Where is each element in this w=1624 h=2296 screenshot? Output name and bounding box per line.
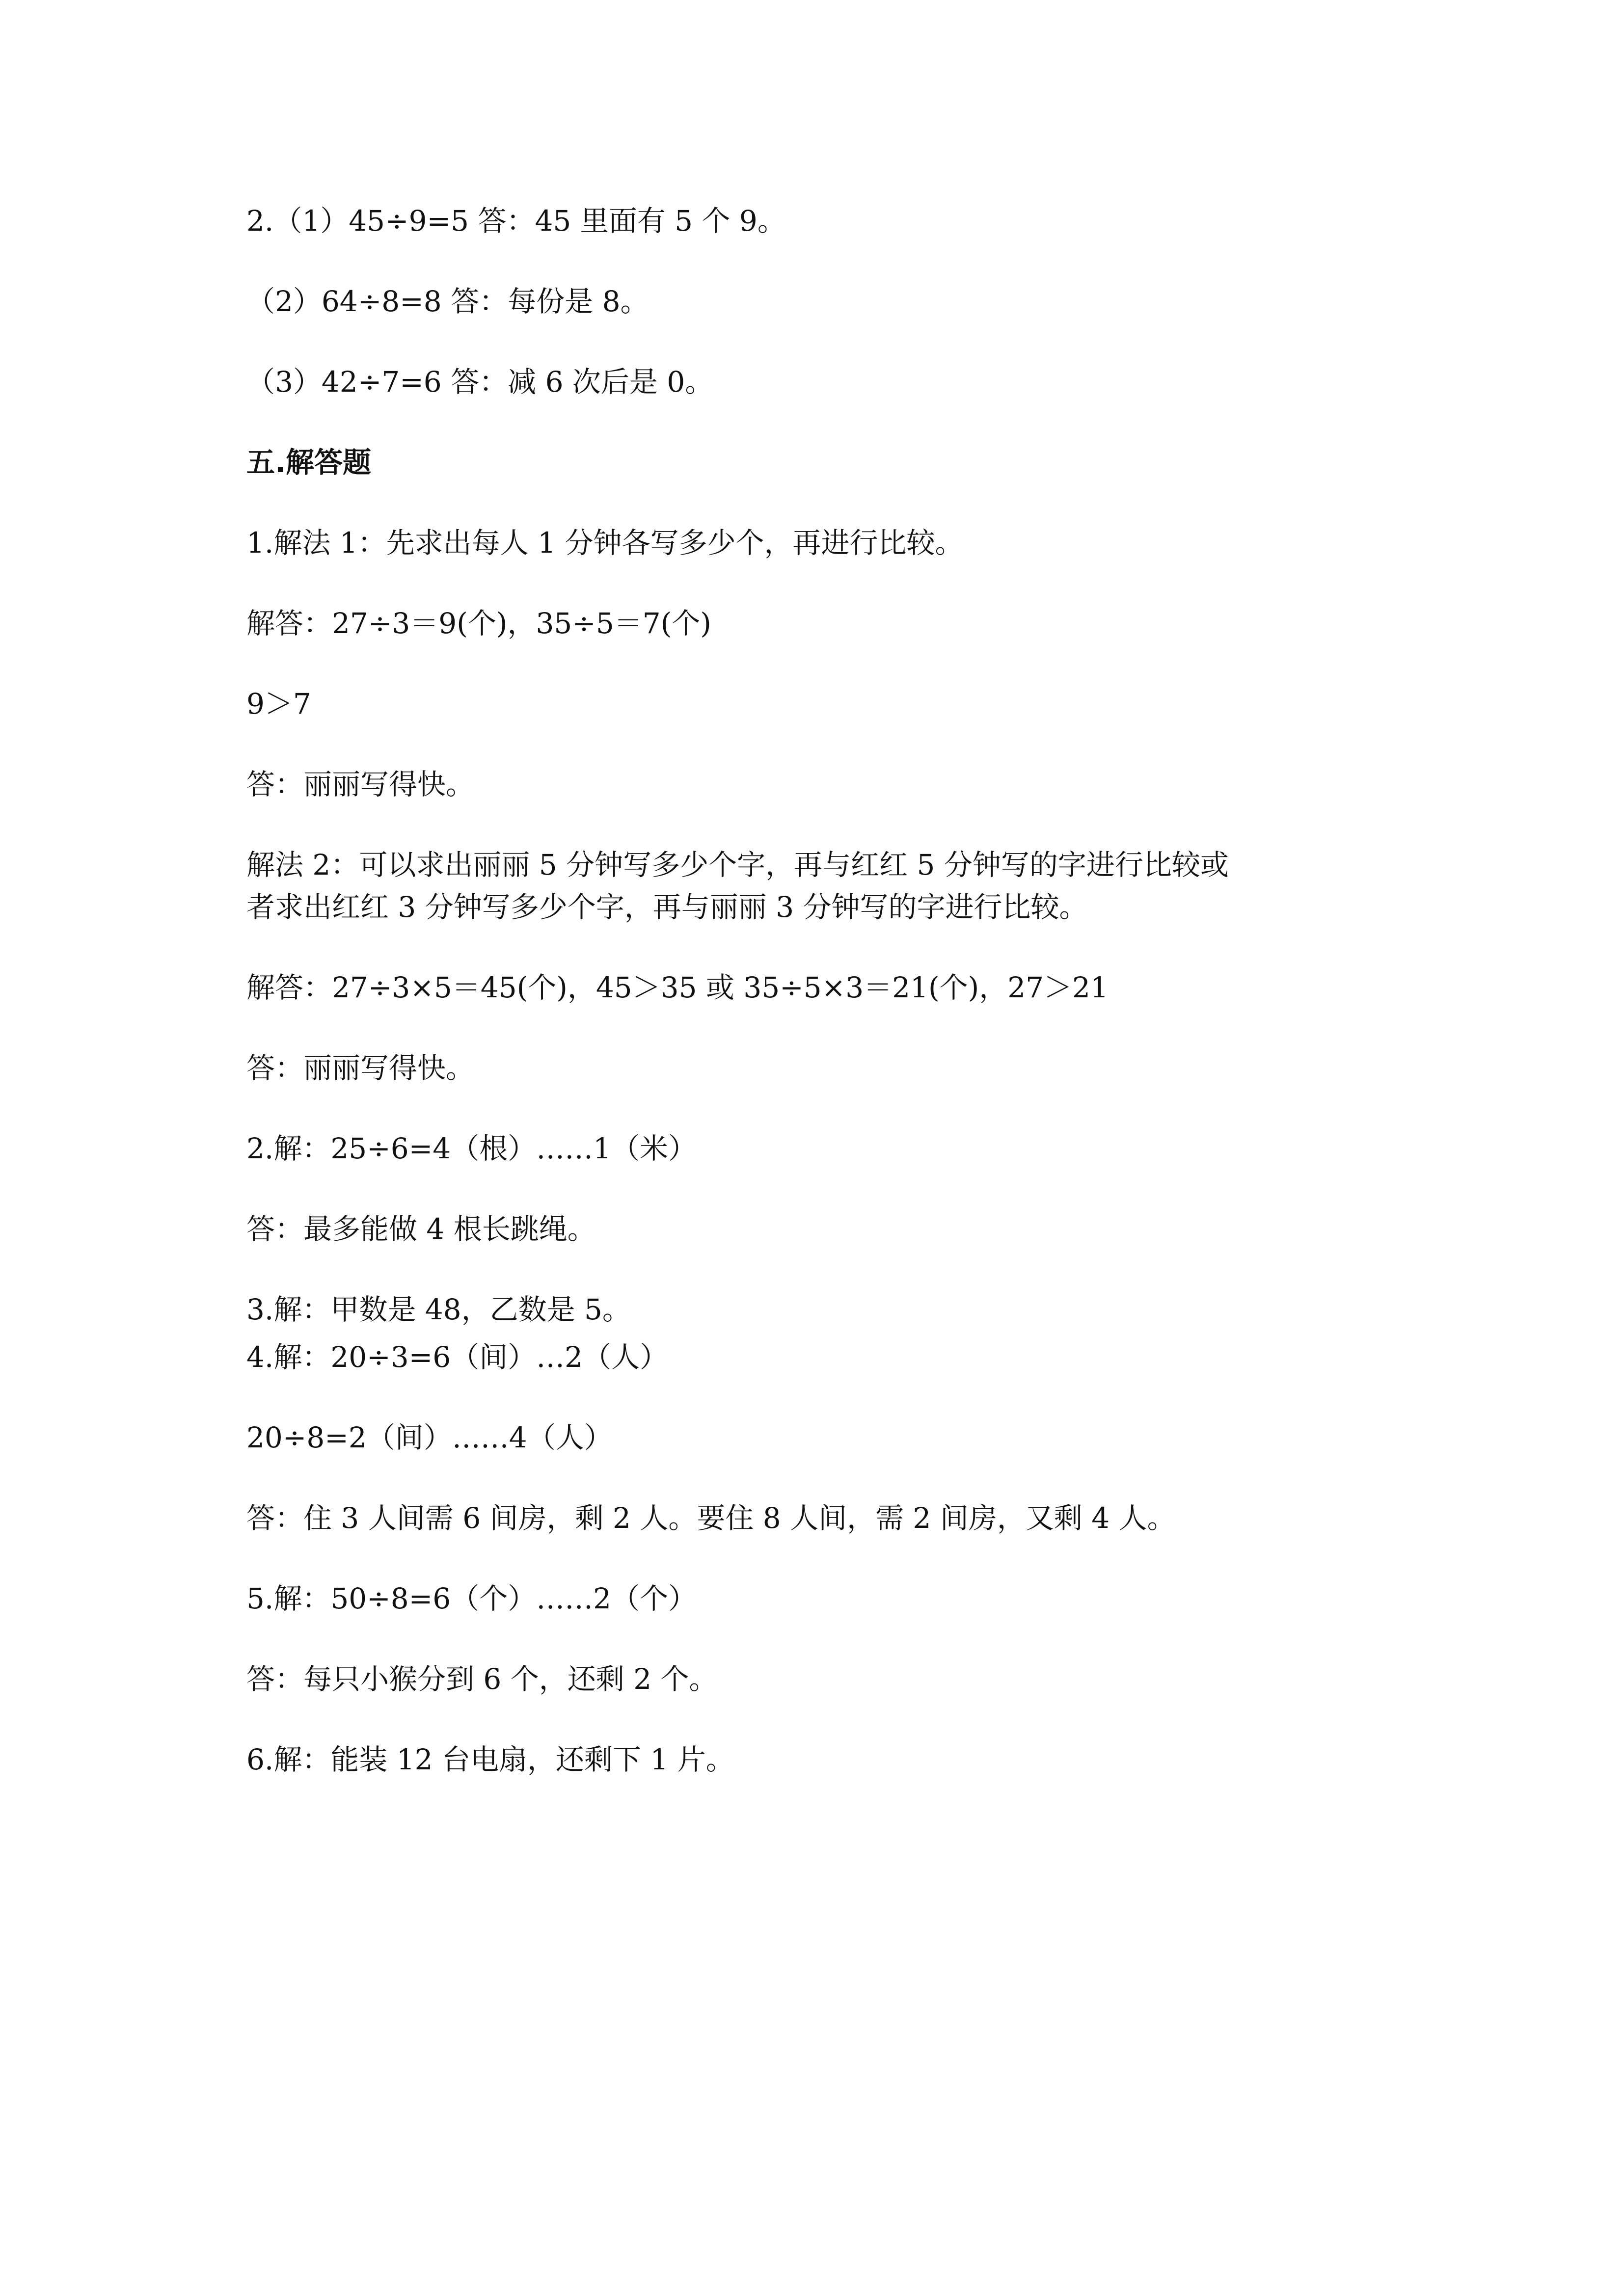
q1-answer-2: 答：丽丽写得快。 xyxy=(246,1051,475,1085)
q1-method-1: 1.解法 1：先求出每人 1 分钟各写多少个，再进行比较。 xyxy=(246,526,964,560)
answer-2-2: （2）64÷8=8 答：每份是 8。 xyxy=(246,285,649,318)
q1-comparison: 9＞7 xyxy=(246,687,311,721)
q6-solution: 6.解：能装 12 台电扇，还剩下 1 片。 xyxy=(246,1743,734,1776)
q2-solution: 2.解：25÷6=4（根）……1（米） xyxy=(246,1132,697,1165)
answer-2-1: 2.（1）45÷9=5 答：45 里面有 5 个 9。 xyxy=(246,204,786,238)
section-heading: 五.解答题 xyxy=(246,446,372,479)
q3-solution: 3.解：甲数是 48，乙数是 5。 xyxy=(246,1293,631,1326)
q1-solution-1: 解答：27÷3＝9(个)，35÷5＝7(个) xyxy=(246,607,711,640)
q4-answer: 答：住 3 人间需 6 间房，剩 2 人。要住 8 人间，需 2 间房，又剩 4 人。 xyxy=(246,1501,1176,1535)
q2-answer: 答：最多能做 4 根长跳绳。 xyxy=(246,1212,596,1246)
q5-answer: 答：每只小猴分到 6 个，还剩 2 个。 xyxy=(246,1662,718,1696)
answer-2-3: （3）42÷7=6 答：减 6 次后是 0。 xyxy=(246,365,714,399)
q1-answer-1: 答：丽丽写得快。 xyxy=(246,768,475,801)
q1-method-2-line-1: 解法 2：可以求出丽丽 5 分钟写多少个字，再与红红 5 分钟写的字进行比较或 xyxy=(246,848,1229,881)
q1-solution-2: 解答：27÷3×5＝45(个)，45＞35 或 35÷5×3＝21(个)，27＞21 xyxy=(246,971,1109,1004)
q1-method-2-line-2: 者求出红红 3 分钟写多少个字，再与丽丽 3 分钟写的字进行比较。 xyxy=(246,890,1088,924)
q4-solution-2: 20÷8=2（间）……4（人） xyxy=(246,1421,613,1454)
q5-solution: 5.解：50÷8=6（个）……2（个） xyxy=(246,1582,697,1615)
q4-solution-1: 4.解：20÷3=6（间）…2（人） xyxy=(246,1340,669,1374)
